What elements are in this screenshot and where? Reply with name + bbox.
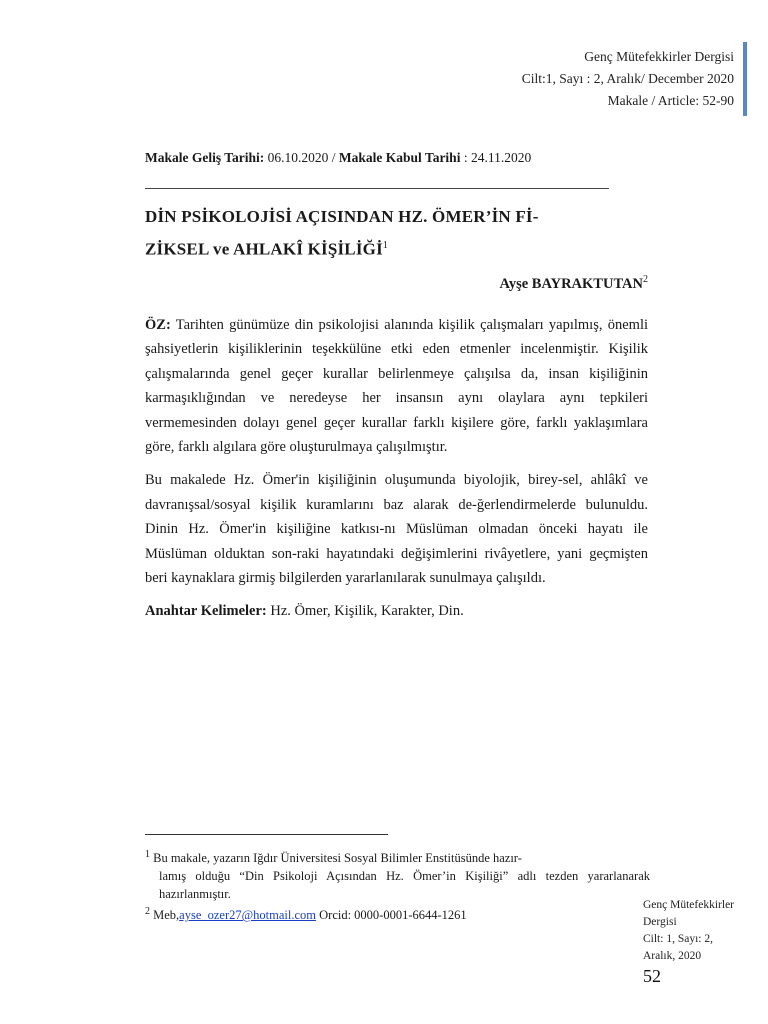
journal-volume: Cilt:1, Sayı : 2, Aralık/ December 2020 xyxy=(521,71,734,86)
article-title xyxy=(145,202,653,264)
footnote-2: $^2$ Meb,ayse_ozer27@hotmail.com Orcid: 0000-0001-6644-1261 xyxy=(145,906,467,923)
footnote-1: $^1$ Bu makale, yazarın Iğdır Üniversitesi Sosyal Bilimler Enstitüsünde hazır- lamış olduğu “Din Psikoloji Açısından Hz. Ömer’in Kişiliği” adlı tezden yararlanarak hazırlanmıştır. xyxy=(145,849,650,902)
received-label: Makale Geliş Tarihi: xyxy=(145,150,265,165)
journal-name: Genç Mütefekkirler Dergisi xyxy=(584,49,734,64)
journal-header xyxy=(522,46,734,112)
article-pages: Makale / Article: 52-90 xyxy=(607,93,734,108)
keywords: Anahtar Kelimeler: Hz. Ömer, Kişilik, Karakter, Din. xyxy=(145,603,464,620)
header-accent-bar xyxy=(743,42,747,116)
author-footnote-mark: 2 xyxy=(643,274,648,285)
title-line-1: DİN PSİKOLOJİSİ AÇISINDAN HZ. ÖMER’İN Fİ- xyxy=(145,207,539,226)
accepted-date: : 24.11.2020 xyxy=(460,150,532,165)
abstract xyxy=(145,313,648,633)
received-date: 06.10.2020 / xyxy=(264,150,339,165)
page-number: 52 xyxy=(643,966,661,986)
title-line-2: ZİKSEL ve AHLAKÎ KİŞİLİĞİ$^1$ xyxy=(145,239,389,259)
abstract-paragraph-1: ÖZ: Tarihten günümüze din psikolojisi alanında kişilik çalışmaları yapılmış, önemli şahsiyetlerin kişiliklerinin teşekkülüne etki eden etmenler incelenmiştir. Kişilik çalışmalarında genel geçer kurallar belirlenmeye çalışılsa da, insan kişiliğinin karmaşıklığından ve neredeyse her insansın aynı olaylara aynı tepkileri vermemesinden dolayı genel geçer kurallar farklı kişilere göre, farklı yaklaşımlara göre, farklı algılara göre oluşturulmaya çalışılmıştır. xyxy=(145,317,648,456)
author-name: Ayşe BAYRAKTUTAN$^2$ xyxy=(499,274,648,292)
footnote-divider xyxy=(145,834,388,835)
author-email-link[interactable]: ayse_ozer27@hotmail.com xyxy=(179,908,316,923)
keywords-label: Anahtar Kelimeler: xyxy=(145,603,267,620)
accepted-label: Makale Kabul Tarihi xyxy=(338,150,461,165)
side-journal-info: Genç Mütefekkirler Dergisi Cilt: 1, Sayı: 2, Aralık, 2020 xyxy=(643,899,735,962)
title-footnote-mark: 1 xyxy=(382,240,389,251)
abstract-paragraph-2: Bu makalede Hz. Ömer'in kişiliğinin oluşumunda biyolojik, birey-sel, ahlâkî ve davranışsal/sosyal kişilik kuramlarını baz alarak de-ğerlendirmelerde bulunuldu. Dinin Hz. Ömer'in kişiliğine katkısı-nı Müslüman olmadan önceki hayatı ile Müslüman olduktan son-raki hayatındaki değişimlerini rivâyetlere, yani geçmişten beri kaynaklara girmiş bilgilerden yararlanılarak sunulmaya çalışıldı. xyxy=(145,472,648,587)
abstract-label: ÖZ: xyxy=(145,317,171,333)
article-dates xyxy=(145,150,531,166)
footnotes xyxy=(145,846,650,924)
header-divider xyxy=(145,188,609,189)
